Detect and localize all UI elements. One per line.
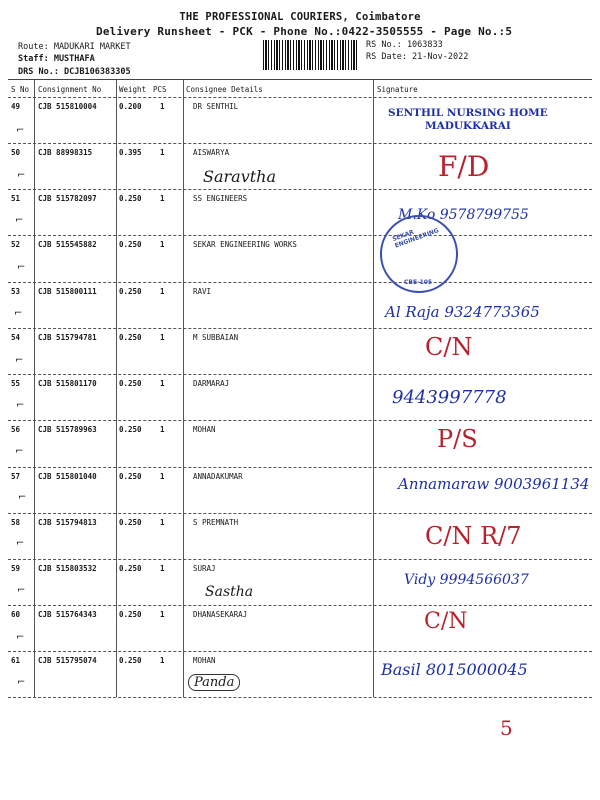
tick-mark: ⌐ <box>17 170 26 181</box>
col-header-consignee: Consignee Details <box>186 85 263 94</box>
row-consignee: MOHAN <box>193 656 216 665</box>
row-consignment: CJB 515803532 <box>38 564 97 573</box>
row-separator <box>8 513 592 514</box>
route-label: Route: MADUKARI MARKET <box>18 42 131 52</box>
row-sno: 50 <box>11 148 21 157</box>
tick-mark: ⌐ <box>16 538 25 549</box>
row-weight: 0.250 <box>119 656 142 665</box>
tick-mark: ⌐ <box>15 215 24 226</box>
tick-mark: ⌐ <box>15 355 24 366</box>
row-pcs: 1 <box>160 656 165 665</box>
row-consignment: CJB 515800111 <box>38 287 97 296</box>
tick-mark: ⌐ <box>14 308 23 319</box>
signature: Annamaraw 9003961134 <box>398 475 590 493</box>
row-consignee: MOHAN <box>193 425 216 434</box>
row-separator <box>8 697 592 698</box>
row-sno: 59 <box>11 564 21 573</box>
row-consignment: CJB 515545882 <box>38 240 97 249</box>
row-weight: 0.250 <box>119 287 142 296</box>
row-separator <box>8 143 592 144</box>
row-weight: 0.250 <box>119 564 142 573</box>
col-header-weight: Weight <box>119 85 147 94</box>
row-consignment: CJB 515794781 <box>38 333 97 342</box>
row-separator <box>8 282 592 283</box>
signature: C/N <box>424 609 468 634</box>
runsheet-title: Delivery Runsheet - PCK - Phone No.:0422-3505555 - Page No.:5 <box>96 25 513 38</box>
signature: P/S <box>437 425 478 453</box>
row-pcs: 1 <box>160 102 165 111</box>
staff-label: Staff: MUSTHAFA <box>18 54 95 64</box>
signature-stamp-text: SENTHIL NURSING HOME MADUKKARAI <box>388 107 548 132</box>
tick-mark: ⌐ <box>17 262 26 273</box>
row-pcs: 1 <box>160 472 165 481</box>
row-separator <box>8 189 592 190</box>
row-separator <box>8 374 592 375</box>
row-consignment: CJB 515789963 <box>38 425 97 434</box>
signature: M.Ko 9578799755 <box>398 207 529 223</box>
row-consignment: CJB 515801170 <box>38 379 97 388</box>
row-consignee: M SUBBAIAN <box>193 333 239 342</box>
signature: C/N <box>425 333 473 361</box>
page-mark: 5 <box>500 716 513 740</box>
row-sno: 54 <box>11 333 21 342</box>
row-sno: 49 <box>11 102 21 111</box>
col-header-pcs: PCS <box>153 85 167 94</box>
row-pcs: 1 <box>160 194 165 203</box>
row-pcs: 1 <box>160 333 165 342</box>
row-consignee: AISWARYA <box>193 148 230 157</box>
row-separator <box>8 559 592 560</box>
row-separator <box>8 420 592 421</box>
row-sno: 61 <box>11 656 21 665</box>
row-consignee: S PREMNATH <box>193 518 239 527</box>
row-weight: 0.250 <box>119 425 142 434</box>
handwritten-note: Saravtha <box>203 167 276 186</box>
barcode <box>263 40 359 70</box>
company-seal <box>380 215 458 293</box>
row-sno: 56 <box>11 425 21 434</box>
tick-mark: ⌐ <box>16 400 25 411</box>
row-weight: 0.395 <box>119 148 142 157</box>
col-header-sno: S No <box>11 85 30 94</box>
row-pcs: 1 <box>160 425 165 434</box>
row-consignment: CJB 515801040 <box>38 472 97 481</box>
tick-mark: ⌐ <box>15 446 24 457</box>
col-header-signature: Signature <box>377 85 418 94</box>
signature: 9443997778 <box>392 387 507 408</box>
row-separator <box>8 235 592 236</box>
row-consignee: SURAJ <box>193 564 216 573</box>
row-consignment: CJB 88998315 <box>38 148 93 157</box>
seal-text: CBE-105 <box>404 279 433 286</box>
row-consignment: CJB 515810004 <box>38 102 97 111</box>
tick-mark: ⌐ <box>18 492 27 503</box>
row-consignee: ANNADAKUMAR <box>193 472 243 481</box>
row-consignee: SS ENGINEERS <box>193 194 248 203</box>
row-separator <box>8 467 592 468</box>
signature: Vidy 9994566037 <box>404 572 529 588</box>
row-weight: 0.250 <box>119 333 142 342</box>
row-consignee: SEKAR ENGINEERING WORKS <box>193 240 297 249</box>
row-separator <box>8 651 592 652</box>
row-sno: 58 <box>11 518 21 527</box>
tick-mark: ⌐ <box>16 125 25 136</box>
seal-text: SEKAR ENGINEERING <box>391 227 440 250</box>
company-title: THE PROFESSIONAL COURIERS, Coimbatore <box>179 11 421 23</box>
drs-number: DRS No.: DCJB106383305 <box>18 67 131 77</box>
rs-date: RS Date: 21-Nov-2022 <box>366 52 469 62</box>
col-header-consignment: Consignment No <box>38 85 102 94</box>
row-weight: 0.250 <box>119 472 142 481</box>
row-sno: 60 <box>11 610 21 619</box>
signature: Al Raja 9324773365 <box>385 303 540 321</box>
row-consignee: DHANASEKARAJ <box>193 610 248 619</box>
row-pcs: 1 <box>160 240 165 249</box>
signature: C/N R/7 <box>425 522 522 550</box>
row-sno: 51 <box>11 194 21 203</box>
row-consignment: CJB 515795074 <box>38 656 97 665</box>
row-weight: 0.250 <box>119 379 142 388</box>
row-consignee: DR SENTHIL <box>193 102 239 111</box>
rs-number: RS No.: 1063833 <box>366 40 443 50</box>
row-consignee: RAVI <box>193 287 212 296</box>
row-sno: 53 <box>11 287 21 296</box>
row-weight: 0.250 <box>119 518 142 527</box>
row-weight: 0.200 <box>119 102 142 111</box>
tick-mark: ⌐ <box>16 632 25 643</box>
row-sno: 57 <box>11 472 21 481</box>
row-pcs: 1 <box>160 148 165 157</box>
signature: F/D <box>438 150 490 183</box>
row-consignee: DARMARAJ <box>193 379 230 388</box>
row-separator <box>8 605 592 606</box>
handwritten-note: Panda <box>188 674 240 691</box>
row-pcs: 1 <box>160 287 165 296</box>
row-consignment: CJB 515764343 <box>38 610 97 619</box>
tick-mark: ⌐ <box>17 585 26 596</box>
tick-mark: ⌐ <box>17 677 26 688</box>
header-top-rule <box>8 79 592 80</box>
row-weight: 0.250 <box>119 610 142 619</box>
row-pcs: 1 <box>160 564 165 573</box>
row-pcs: 1 <box>160 518 165 527</box>
header-bottom-rule <box>8 97 592 98</box>
row-pcs: 1 <box>160 379 165 388</box>
row-pcs: 1 <box>160 610 165 619</box>
row-sno: 52 <box>11 240 21 249</box>
signature: Basil 8015000045 <box>381 660 528 679</box>
row-sno: 55 <box>11 379 21 388</box>
row-weight: 0.250 <box>119 194 142 203</box>
row-weight: 0.250 <box>119 240 142 249</box>
row-consignment: CJB 515794813 <box>38 518 97 527</box>
row-separator <box>8 328 592 329</box>
row-consignment: CJB 515782097 <box>38 194 97 203</box>
handwritten-note: Sastha <box>205 584 254 600</box>
